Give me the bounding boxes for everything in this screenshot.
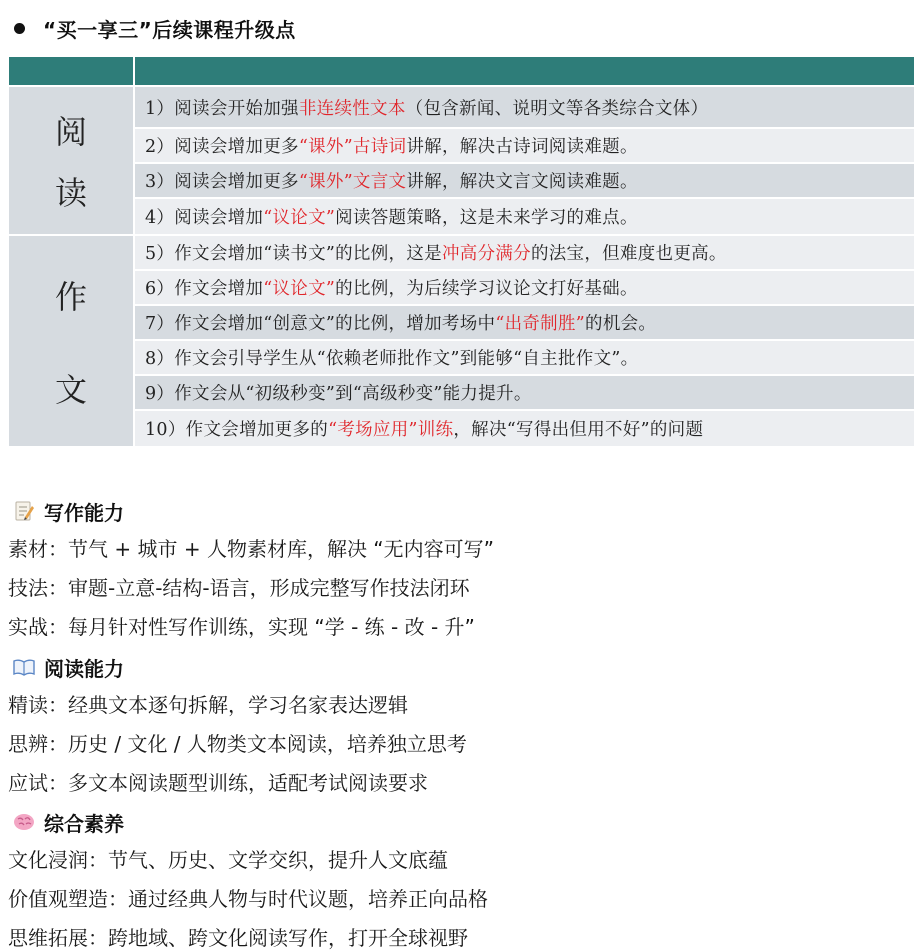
row-text: 5）作文会增加“读书文”的比例，这是 [145,244,442,264]
category-line: 精读：经典文本逐句拆解，学习名家表达逻辑 [8,692,408,717]
row-text: 10）作文会增加更多的 [145,420,329,440]
table-row [135,411,914,446]
brain-icon [12,810,36,834]
table-section [9,85,914,234]
category-header [12,652,124,682]
section-label [9,87,135,234]
table-row [135,236,914,271]
table-row [135,129,914,164]
table-section [9,234,914,446]
row-text: 1）阅读会开始加强 [145,98,299,119]
memo-icon [12,499,36,523]
row-text: 9）作文会从“初级秒变”到“高级秒变”能力提升。 [145,384,532,404]
table-header-left [9,57,135,85]
upgrade-table [9,57,914,446]
highlight-text: 非连续性文本 [298,98,406,119]
row-text: 阅读答题策略，这是未来学习的难点。 [335,208,638,228]
row-text: 8）作文会引导学生从“依赖老师批作文”到能够“自主批作文”。 [145,349,639,369]
category-line: 应试：多文本阅读题型训练，适配考试阅读要求 [8,770,428,795]
category-line: 文化浸润：节气、历史、文学交织，提升人文底蕴 [8,847,448,872]
category-header [12,807,124,837]
row-text: ，解决“写得出但用不好”的问题 [453,420,704,440]
category-title: 综合素养 [44,811,124,836]
table-row [135,376,914,411]
table-row [135,164,914,199]
highlight-text: “课外”古诗词 [298,137,407,157]
category-title: 写作能力 [44,500,124,525]
category-line: 实战：每月针对性写作训练，实现 “学 - 练 - 改 - 升” [8,614,475,639]
row-text: （包含新闻、说明文等各类综合文体） [405,98,709,119]
table-row [135,271,914,306]
row-text: 7）作文会增加“创意文”的比例，增加考场中 [145,314,496,334]
section-label-char: 作 [54,277,87,316]
open-book-icon [12,655,36,679]
row-text: 6）作文会增加 [145,279,264,299]
row-text: 的机会。 [585,314,657,334]
category-title: 阅读能力 [44,656,124,681]
section-label-char: 读 [54,174,87,213]
highlight-text: “考场应用”训练 [328,420,454,440]
highlight-text: “出奇制胜” [495,314,586,334]
table-row [135,199,914,234]
table-row [135,341,914,376]
heading [10,12,296,44]
category-header [12,496,124,526]
section-label-char: 文 [54,370,87,409]
category-line: 思辨：历史 / 文化 / 人物类文本阅读，培养独立思考 [8,731,467,756]
table-header-right [135,57,914,85]
category-line: 思维拓展：跨地域、跨文化阅读写作，打开全球视野 [8,925,468,950]
highlight-text: “议论文” [263,279,336,299]
section-rows [135,236,914,446]
row-text: 讲解，解决文言文阅读难题。 [406,172,638,192]
section-rows [135,87,914,234]
row-text: 讲解，解决古诗词阅读难题。 [406,137,638,157]
bullet-icon [14,23,25,34]
row-text: 的比例，为后续学习议论文打好基础。 [335,279,638,299]
row-text: 4）阅读会增加 [145,208,264,228]
row-text: 的法宝，但难度也更高。 [530,244,727,264]
row-text: 2）阅读会增加更多 [145,137,299,157]
category-line: 素材：节气 + 城市 + 人物素材库，解决 “无内容可写” [8,536,495,561]
table-header [9,57,914,85]
highlight-text: 冲高分满分 [441,244,531,264]
highlight-text: “课外”文言文 [298,172,407,192]
highlight-text: “议论文” [263,208,336,228]
section-label [9,236,135,446]
category-line: 技法：审题-立意-结构-语言，形成完整写作技法闭环 [8,575,470,600]
table-row [135,306,914,341]
section-label-char: 阅 [54,112,87,151]
row-text: 3）阅读会增加更多 [145,172,299,192]
category-line: 价值观塑造：通过经典人物与时代议题，培养正向品格 [8,886,488,911]
heading-title: “买一享三”后续课程升级点 [43,17,296,42]
table-row [135,87,914,129]
